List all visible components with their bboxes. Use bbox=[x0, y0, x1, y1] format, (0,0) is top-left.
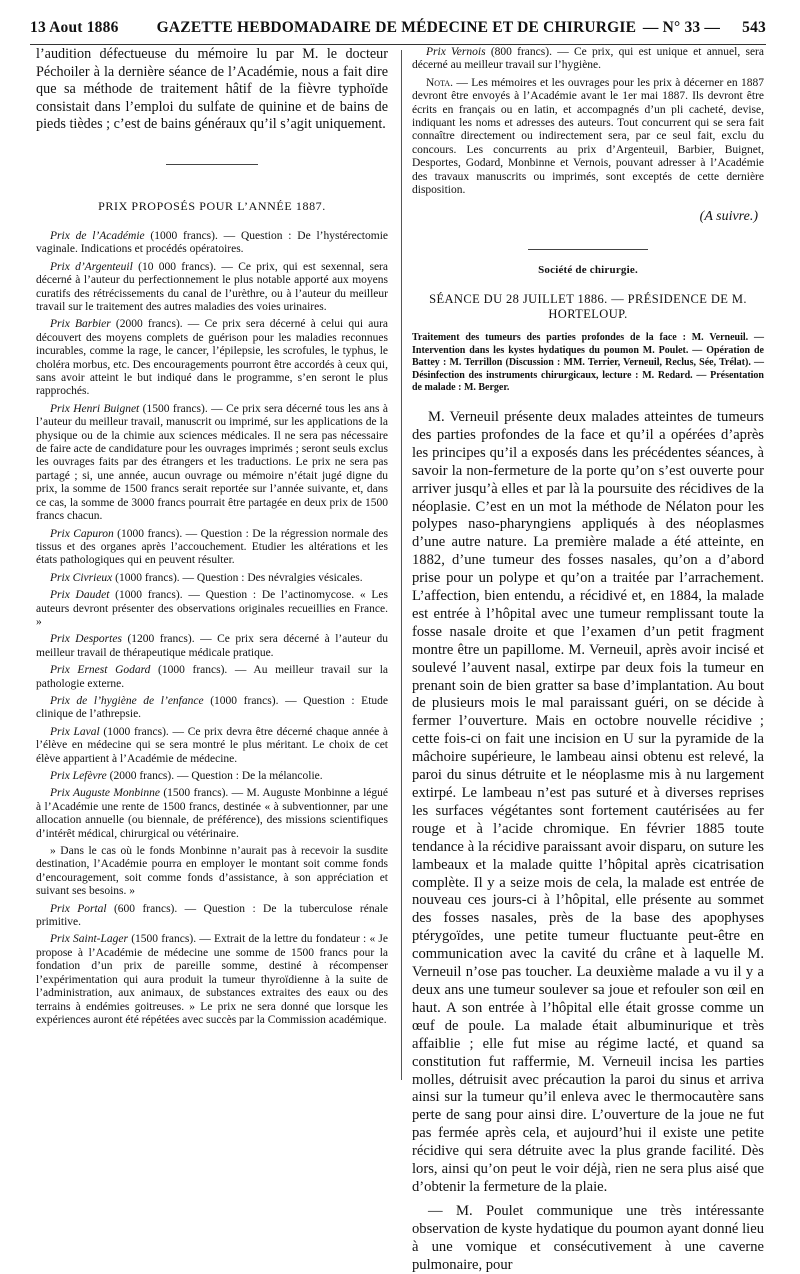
verneuil-paragraph bbox=[412, 409, 764, 1197]
prize-name: Prix Laval bbox=[50, 725, 100, 738]
prize-name: Prix Desportes bbox=[50, 633, 122, 646]
prize-text: (1000 francs). — Question : Etude clinique de l’athrepsie. bbox=[36, 694, 388, 721]
prize-vernois bbox=[412, 46, 764, 73]
prize-name: Prix Daudet bbox=[50, 589, 110, 602]
prize-list bbox=[36, 230, 388, 1027]
a-suivre-text: (A suivre.) bbox=[699, 209, 758, 225]
prize-name: Prix d’Argenteuil bbox=[50, 260, 133, 273]
paragraph-text: communique une très intéressante observation de kyste hydatique du poumon ayant donné lieu à une vomique et consécutivement à une caverne pulmonaire, pour bbox=[412, 1202, 764, 1273]
speaker-name: — M. Poulet bbox=[428, 1202, 524, 1219]
prize-item bbox=[36, 726, 388, 766]
prize-item bbox=[36, 695, 388, 722]
prize-name: Prix Vernois bbox=[426, 46, 486, 58]
prize-item bbox=[36, 230, 388, 257]
paragraph-text: présente deux malades atteintes de tumeurs des parties profondes de la face et qu’il a opérées d’après les principes qu’il a exposés dans les précédentes séances, à savoir la non-fermeture de la porte qu’on s’est ouverte pour arriver jusqu’à elles et par là la poursuite des récidives de la néoplasie. C’est en un mot la méthode de Nélaton pour les polypes naso-pharyngiens appliqués à des néoplasmes d’une autre nature. La première malade a été atteinte, en 1882, d’une tumeur des fosses nasales, qu’on a d’abord prise pour un polype et qu’on a traitée par l’arrachement. L’affection, bien entendu, a récidivé et, en 1884, la malade est entrée à l’hôpital avec une tumeur remplissant toute la fosse nasale droite et que l’examen d’un petit fragment montre être un papillome. M. Verneuil, après avoir incisé et soulevé l’auvent nasal, extirpe par deux fois la tumeur en prenant soin de bien gratter sa base d’implantation. Au bout de plusieurs mois le mal paraissant guéri, on se décide à fermer l’ouverture. Mais en octobre nouvelle récidive ; cette fois-ci on fait une incision en U sur la pyramide de la mâchoire supérieure, le lambeau ainsi obtenu est relevé, la paroi du sinus détruite et le néoplasme mis à nu largement extirpé. Le lambeau n’est pas suturé et à diverses reprises les surfaces végétantes sont fortement cautérisées au fer rouge et à l’acide chromique. En février 1885 toute tendance à la récidive paraissant avoir disparu, on suture les lambeaux et la malade quitte l’hôpital après cicatrisation complète. Il y a seize mois de cela, la malade est entrée de nouveau ces jours-ci à l’hôpital, elle présente au sommet des fosses nasales, près de la base des apophyses ptérygoïdes, une petite tumeur fluctuante peut-être en communication avec la cavité du crâne et à laquelle M. Verneuil n’ose pas toucher. La deuxième malade a vu il y a deux ans une tumeur soulever sa joue et refouler son œil en haut. A son entrée à l’hôpital elle était grosse comme un œuf de poule. La malade était albuminurique et très affaiblie ; elle fut mise au régime lacté, et quand sa constitution fut raffermie, M. Verneuil incisa les parties molles, détruisit avec précaution la paroi du sinus et arriva ainsi sur la tumeur qu’il enleva avec le thermocautère sans perte de sang pour ainsi dire. L’ouverture de la joue ne fut pas fermée après cela, et aujourd’hui il existe une petite récidive qui sera détruite avec la plus grande facilité. Dès lors, ainsi qu’on peut le voir déjà, rien ne sera plus aisé que d’obtenir la fermeture de la plaie. bbox=[412, 408, 764, 1195]
speaker-name: M. Verneuil bbox=[428, 408, 499, 425]
prize-name: Prix de l’Académie bbox=[50, 229, 145, 242]
prize-name: Prix Henri Buignet bbox=[50, 402, 140, 415]
prize-item bbox=[36, 664, 388, 691]
section-title: PRIX PROPOSÉS POUR L’ANNÉE 1887. bbox=[98, 198, 326, 213]
prize-item bbox=[36, 318, 388, 398]
prize-item bbox=[36, 845, 388, 899]
prize-text: (1500 francs). — M. Auguste Monbinne a légué à l’Académie une rente de 1500 francs, destinée « à subventionner, par une allocation annuelle (ou biennale, de préférence), des missions scientifiques d’intérêt médical, chirurgical ou vétérinaire. bbox=[36, 787, 388, 840]
prize-name: Prix Barbier bbox=[50, 318, 111, 331]
prize-text: (1000 francs). — Ce prix devra être décerné chaque année à l’élève en médecine qui se sera montré le plus méritant. Le choix de cet élève appartient à l’Académie de médecine. bbox=[36, 725, 388, 765]
prize-text: (1000 francs). — Question : De la régression normale des tissus et des organes après l’accouchement. Etudier les altérations et les états pathologiques qui en peuvent résulter. bbox=[36, 527, 388, 567]
separator-rule bbox=[166, 164, 258, 165]
prize-text: (1000 francs). — Au meilleur travail sur la pathologie externe. bbox=[36, 664, 388, 690]
prize-item bbox=[36, 787, 388, 841]
prize-text: (2000 francs). — Ce prix sera décerné à celui qui aura découvert des moyens complets de guérison pour les maladies reconnues incurables, comme la rage, le cancer, l’épilepsie, les scrofules, le typhus, le choléra morbus, etc. Des encouragements pourront être accordés à ceux qui, sans avoir atteint le but indiqué dans le programme, s’en seront le plus rapprochés. bbox=[36, 318, 389, 398]
separator-rule-2 bbox=[528, 249, 648, 250]
prize-name: Prix Capuron bbox=[50, 527, 114, 540]
header-right bbox=[643, 19, 766, 37]
prize-text: (600 francs). — Question : De la tuberculose rénale primitive. bbox=[36, 902, 388, 929]
prize-item bbox=[36, 528, 388, 568]
prize-text: (1200 francs). — Ce prix sera décerné à l’auteur du meilleur travail de thérapeutique médicale pratique. bbox=[36, 633, 388, 659]
societe-heading: Société de chirurgie. bbox=[538, 264, 638, 277]
prize-text: (1000 francs). — Question : De l’hystérectomie vaginale. Indications et procédés opératoires. bbox=[36, 229, 388, 256]
prize-name: Prix Lefèvre bbox=[50, 770, 107, 782]
prize-name: Prix Civrieux bbox=[50, 571, 113, 584]
a-suivre bbox=[412, 209, 758, 225]
prize-text: (1000 francs). — Question : De l’actinomycose. « Les auteurs devront présenter des observations originales recueillies en France. » bbox=[36, 589, 388, 628]
seance-heading: SÉANCE DU 28 JUILLET 1886. — PRÉSIDENCE DE M. HORTELOUP. bbox=[429, 292, 747, 322]
column-divider bbox=[401, 50, 402, 1080]
prize-item bbox=[36, 403, 388, 524]
poulet-paragraph bbox=[412, 1203, 764, 1274]
page-number: 543 bbox=[742, 19, 766, 36]
prize-text: (800 francs). — Ce prix, qui est unique et annuel, sera décerné au meilleur travail sur l’hygiène. bbox=[412, 46, 764, 72]
prize-item bbox=[36, 903, 388, 930]
issue-number: — N° 33 — bbox=[642, 19, 721, 36]
prize-text: (1500 francs). — Ce prix sera décerné tous les ans à l’auteur du meilleur travail, manuscrit ou imprimé, sur les applications de la physique ou de la chimie aux sciences médicales. Il ne sera pas nécessaire de faire acte de candidature pour les ouvrages imprimés ; seront seuls exclus les ouvrages faits par des étrangers et les traductions. Le prix ne sera pas partagé ; si, une année, aucun ouvrage ou mémoire n’était jugé digne du prix, la somme de 1500 francs serait reportée sur l’année suivante, et, dans ce cas, la somme de 3000 francs pourrait être partagée en deux prix de 1500 francs chacun. bbox=[36, 402, 388, 523]
prize-item bbox=[36, 770, 388, 783]
left-column bbox=[36, 46, 388, 1081]
prize-text: » Dans le cas où le fonds Monbinne n’aurait pas à recevoir la susdite destination, l’Académie pourra en employer le montant soit comme fonds d’encouragement, soit comme fonds d’assistance, à son appréciation et suivant ses besoins. » bbox=[36, 845, 388, 898]
prize-name: Prix Ernest Godard bbox=[50, 664, 151, 677]
right-column bbox=[412, 46, 764, 1273]
prize-item bbox=[36, 633, 388, 660]
prize-item bbox=[36, 589, 388, 629]
prize-name: Prix Saint-Lager bbox=[50, 933, 128, 946]
prize-text: (10 000 francs). — Ce prix, qui est sexennal, sera décerné à l’auteur du perfectionnement le plus notable apporté aux moyens curatifs des rétrécissements du canal de l’urèthre, ou à l’auteur du meilleur travail sur le traitement des autres maladies des voies urinaires. bbox=[36, 260, 388, 313]
intro-paragraph: l’audition défectueuse du mémoire lu par M. le docteur Péchoiler à la dernière séance de l’Académie, nous a fait dire que sa méthode de traitement hâtif de la fièvre typhoïde consistait dans l’emploi du sulfate de quinine et de bains de pieds tièdes ; c’est de bains généraux qu’il s’agit uniquement. bbox=[36, 46, 388, 133]
nota-label: Nota. bbox=[426, 76, 453, 89]
running-header bbox=[30, 14, 766, 42]
prize-text: (1000 francs). — Question : Des névralgies vésicales. bbox=[112, 571, 363, 584]
prize-text: (1500 francs). — Extrait de la lettre du fondateur : « Je propose à l’Académie de médecine une somme de 1500 francs pour la fondation d’un prix de pareille somme, destiné à récompenser l’expérimentation qui aura produit la tumeur thyroïdienne à la suite de l’administration, aux animaux, de substances extraites des eaux ou des terrains à endémies goitreuses. » Le prix ne sera donné que lorsque les expériences auront été répétées avec succès par la Commission académique. bbox=[36, 933, 388, 1026]
prize-text: (2000 francs). — Question : De la mélancolie. bbox=[106, 770, 323, 782]
prize-item bbox=[36, 572, 388, 585]
journal-title: GAZETTE HEBDOMADAIRE DE MÉDECINE ET DE CHIRURGIE bbox=[156, 19, 637, 36]
header-rule bbox=[30, 44, 766, 45]
session-summary: Traitement des tumeurs des parties profondes de la face : M. Verneuil. — Intervention dans les kystes hydatiques du poumon M. Poulet. — Opération de Battey : M. Terrillon (Discussion : MM. Terrier, Verneuil, Reclus, Sée, Trélat). — Désinfection des instruments chirurgicaux, lecture : M. Redard. — Présentation de malade : M. Berger. bbox=[412, 332, 764, 394]
prize-item bbox=[36, 933, 388, 1027]
prize-item bbox=[36, 261, 388, 315]
prize-name: Prix Portal bbox=[50, 902, 107, 915]
nota-text: — Les mémoires et les ouvrages pour les prix à décerner en 1887 devront être envoyés à l’Académie avant le 1er mai 1887. Ils devront être écrits en français ou en latin, et accompagnés d’un pli cacheté, devise, indiquant les noms et adresses des auteurs. Tout concurrent qui se sera fait connaître directement ou indirectement sera, par ce seul fait, exclu du concours. Les concurrents au prix d’Argenteuil, Barbier, Buignet, Desportes, Godard, Monbinne et Vernois, pouvant adresser à l’Académie des travaux manuscrits ou imprimés, sont exceptés de cette dernière disposition. bbox=[412, 76, 764, 197]
nota-paragraph bbox=[412, 77, 764, 198]
header-date: 13 Aout 1886 bbox=[30, 19, 119, 36]
prize-name: Prix Auguste Monbinne bbox=[50, 787, 160, 800]
prize-name: Prix de l’hygiène de l’enfance bbox=[50, 694, 204, 707]
